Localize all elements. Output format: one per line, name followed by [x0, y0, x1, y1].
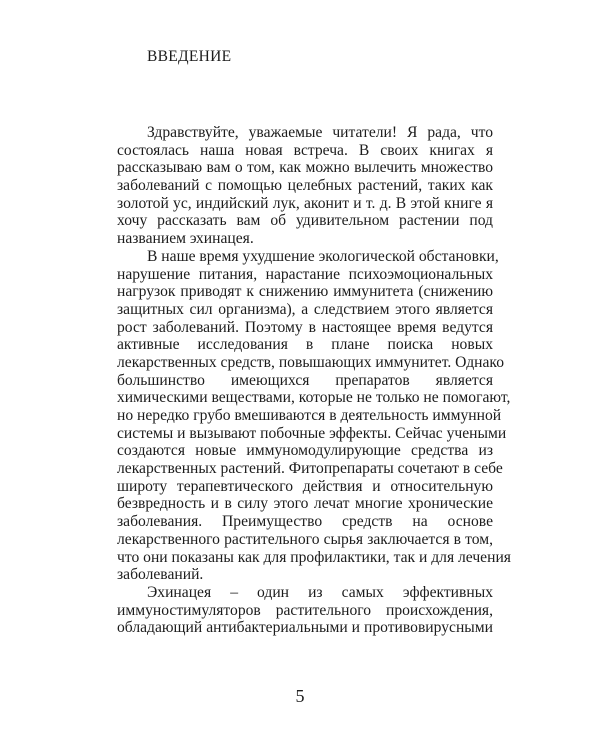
body-text — [117, 124, 511, 637]
text-line: безвредность и в силу этого лечат многие хронические — [117, 495, 493, 513]
text-line: обладающий антибактериальными и противовирусными — [117, 619, 493, 637]
text-line: состоялась наша новая встреча. В своих книгах я — [117, 141, 493, 159]
chapter-heading: ВВЕДЕНИЕ — [147, 48, 232, 65]
text-line: иммуностимуляторов растительного происхождения, — [117, 601, 493, 619]
text-line: В наше время ухудшение экологической обстановки, — [147, 247, 499, 265]
text-line: системы и вызывают побочные эффекты. Сейчас учеными — [117, 424, 507, 442]
text-line: заболеваний с помощью целебных растений, таких как — [117, 177, 493, 195]
text-line: химическими веществами, которые не только не помогают, — [117, 389, 511, 407]
text-line: лекарственных средств, повышающих иммунитет. Однако — [117, 353, 505, 371]
text-line: рост заболеваний. Поэтому в настоящее время ведутся — [117, 318, 493, 336]
text-line: заболевания. Преимущество средств на основе — [117, 513, 493, 531]
text-line: лекарственных растений. Фитопрепараты сочетают в себе — [117, 460, 503, 478]
text-line: названием эхинацея. — [117, 230, 254, 248]
text-line: Эхинацея – один из самых эффективных — [147, 583, 493, 601]
text-line: нагрузок приводят к снижению иммунитета (снижению — [117, 283, 493, 301]
text-line: заболеваний. — [117, 566, 204, 584]
page-number: 5 — [295, 686, 305, 706]
text-line: рассказываю вам о том, как можно вылечить множество — [117, 159, 493, 177]
text-line: нарушение питания, нарастание психоэмоциональных — [117, 265, 493, 283]
text-line: активные исследования в плане поиска новых — [117, 336, 493, 354]
text-line: но нередко грубо вмешиваются в деятельность иммунной — [117, 407, 502, 424]
text-line: лекарственного растительного сырья заключается в том, — [117, 530, 493, 548]
text-line: хочу рассказать вам об удивительном растении под — [117, 212, 493, 230]
text-line: что они показаны как для профилактики, так и для лечения — [117, 548, 511, 566]
text-line: создаются новые иммуномодулирующие средства из — [117, 442, 493, 460]
text-line: защитных сил организма), а следствием этого является — [117, 300, 493, 318]
text-line: золотой ус, индийский лук, аконит и т. д. В этой книге я — [117, 194, 493, 212]
text-line: большинство имеющихся препаратов является — [117, 371, 493, 389]
text-line: Здравствуйте, уважаемые читатели! Я рада, что — [147, 124, 493, 141]
text-line: широту терапевтического действия и относительную — [117, 477, 493, 495]
